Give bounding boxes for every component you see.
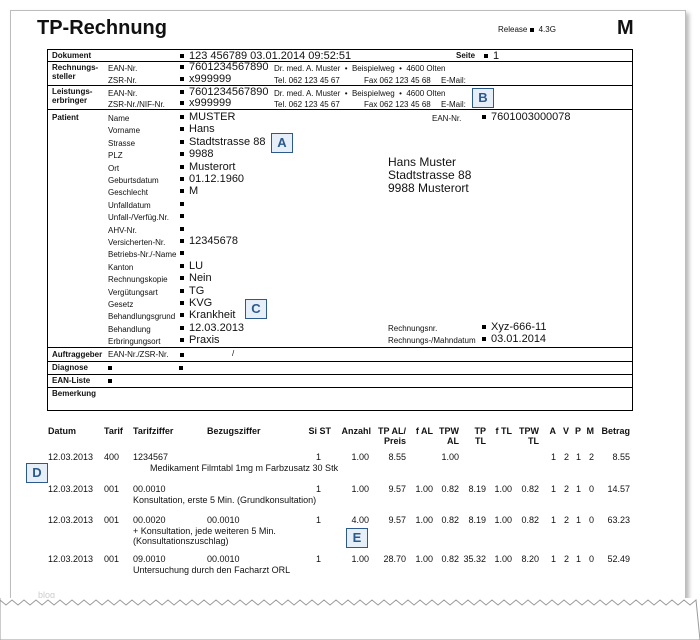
cell-a: 1 (550, 554, 556, 564)
cell-sist: 1 (315, 554, 321, 564)
header-tpwtl-2: TL (528, 436, 539, 446)
patient-field-value: 9988 (180, 148, 213, 160)
patient-field-value: Nein (180, 272, 212, 284)
address-line-2: Stadtstrasse 88 (388, 168, 472, 182)
auftraggeber-bullet (180, 350, 189, 359)
cell-bezug: 00.0010 (207, 554, 240, 564)
le-ean-label: EAN-Nr. (108, 89, 138, 98)
patient-field-label: Behandlung (108, 324, 151, 334)
le-tel: Tel. 062 123 45 67 (274, 100, 340, 109)
rechnungsnr-value: Xyz-666-11 (482, 321, 546, 333)
patient-field-label: Rechnungskopie (108, 275, 168, 285)
cell-tptl: 8.19 (468, 515, 486, 525)
dokument-value: 123 456789 03.01.2014 09:52:51 (180, 50, 351, 62)
header-tarifziffer: Tarifziffer (133, 426, 174, 436)
cell-tpwtl: 0.82 (521, 484, 539, 494)
form-letter: M (617, 17, 634, 39)
cell-tarifziffer: 00.0010 (133, 484, 166, 494)
header-a: A (549, 426, 556, 436)
cell-tarifziffer: 09.0010 (133, 554, 166, 564)
cell-datum: 12.03.2013 (48, 452, 94, 462)
cell-bezug: 00.0010 (207, 515, 240, 525)
header-betrag: Betrag (601, 426, 630, 436)
watermark: blog (38, 590, 56, 600)
patient-field-value: TG (180, 285, 204, 297)
patient-field-value: Stadtstrasse 88 (180, 136, 265, 148)
cell-anzahl: 1.00 (351, 452, 369, 462)
patient-ean-label: EAN-Nr. (432, 114, 462, 123)
header-tptl-2: TL (475, 436, 486, 446)
header-tpwal: TPW (439, 426, 459, 436)
patient-field-value: KVG (180, 297, 212, 309)
mahndatum-value: 03.01.2014 (482, 333, 546, 345)
header-fal: f AL (415, 426, 433, 436)
seite-label: Seite (456, 51, 476, 60)
rs-ean-label: EAN-Nr. (108, 64, 138, 73)
header-m: M (586, 426, 594, 436)
rs-zsr-label: ZSR-Nr. (108, 76, 137, 85)
le-zsr-label: ZSR-Nr./NIF-Nr. (108, 100, 165, 109)
header-tpal: TP AL/ (377, 426, 406, 436)
patient-field-value (180, 247, 189, 259)
cell-m: 0 (588, 484, 594, 494)
patient-field-label: Erbringungsort (108, 337, 161, 347)
rs-zsr-value: x999999 (180, 73, 231, 85)
cell-v: 2 (563, 515, 569, 525)
le-fax: Fax 062 123 45 68 (364, 100, 431, 109)
le-address: Dr. med. A. Muster • Beispielweg • 4600 Olten (274, 89, 446, 98)
ean-liste-label: EAN-Liste (52, 376, 91, 385)
patient-field-value: Praxis (180, 334, 220, 346)
cell-anzahl: 4.00 (351, 515, 369, 525)
patient-field-value (180, 210, 189, 222)
patient-field-label: Unfall-/Verfüg.Nr. (108, 213, 169, 223)
cell-ftl: 1.00 (494, 484, 512, 494)
cell-tpwal: 1.00 (441, 452, 459, 462)
patient-field-value: 12345678 (180, 235, 238, 247)
patient-field-label: Vorname (108, 126, 141, 136)
cell-fal: 1.00 (415, 554, 433, 564)
patient-field-value: 12.03.2013 (180, 322, 244, 334)
le-ean-value: 7601234567890 (180, 86, 269, 98)
le-email: E-Mail: (441, 100, 466, 109)
cell-tpwal: 0.82 (441, 515, 459, 525)
patient-field-label: PLZ (108, 151, 123, 161)
patient-field-label: Behandlungsgrund (108, 312, 176, 322)
cell-tarifziffer: 1234567 (133, 452, 169, 462)
cell-p: 1 (575, 484, 581, 494)
header-p: P (574, 426, 581, 436)
cell-v: 2 (563, 554, 569, 564)
header-tarif: Tarif (104, 426, 123, 436)
cell-fal: 1.00 (415, 484, 433, 494)
auftraggeber-slash: / (232, 349, 235, 358)
patient-field-label: Betriebs-Nr./-Name (108, 250, 177, 260)
cell-datum: 12.03.2013 (48, 554, 94, 564)
cell-m: 0 (588, 554, 594, 564)
cell-tarif: 001 (104, 484, 120, 494)
cell-tpwtl: 0.82 (521, 515, 539, 525)
address-line-1: Hans Muster (388, 155, 457, 169)
cell-a: 1 (550, 484, 556, 494)
cell-betrag: 8.55 (612, 452, 630, 462)
row-description: Untersuchung durch den Facharzt ORL (133, 565, 291, 575)
patient-box (47, 109, 633, 349)
marker-d: D (26, 463, 48, 483)
cell-tarifziffer: 00.0020 (133, 515, 166, 525)
cell-tptl: 8.19 (468, 484, 486, 494)
cell-tpal: 8.55 (388, 452, 406, 462)
patient-field-value: 01.12.1960 (180, 173, 244, 185)
cell-v: 2 (563, 484, 569, 494)
row-description: Medikament Filmtabl 1mg m Farbzusatz 30 Stk (150, 463, 339, 473)
meta-box (47, 347, 633, 411)
patient-field-label: Vergütungsart (108, 287, 158, 297)
patient-field-label: Geschlecht (108, 188, 149, 198)
cell-tpal: 9.57 (388, 515, 406, 525)
patient-field-label: Versicherten-Nr. (108, 238, 166, 247)
cell-tpwal: 0.82 (441, 484, 459, 494)
patient-field-label: Gesetz (108, 300, 134, 309)
cell-m: 2 (588, 452, 594, 462)
rs-email: E-Mail: (441, 76, 466, 85)
marker-a: A (271, 133, 293, 153)
header-tptl: TP (474, 426, 486, 436)
patient-field-value (180, 223, 189, 235)
header-datum: Datum (48, 426, 77, 436)
patient-field-value: LU (180, 260, 203, 272)
cell-ftl: 1.00 (494, 554, 512, 564)
patient-field-label: Kanton (108, 262, 134, 272)
cell-v: 2 (563, 452, 569, 462)
cell-tptl: 35.32 (463, 554, 486, 564)
cell-tarif: 001 (104, 554, 120, 564)
rechnungsnr-label: Rechnungsnr. (388, 324, 438, 333)
header-tpwal-2: AL (447, 436, 459, 446)
row-description: Konsultation, erste 5 Min. (Grundkonsultation) (133, 495, 317, 505)
provider-box (47, 49, 633, 111)
rs-fax: Fax 062 123 45 68 (364, 76, 431, 85)
rs-tel: Tel. 062 123 45 67 (274, 76, 340, 85)
header-ftl: f TL (495, 426, 512, 436)
marker-b: B (472, 88, 494, 108)
page-title: TP-Rechnung (37, 17, 167, 39)
patient-field-value (180, 198, 189, 210)
patient-field-label: Unfalldatum (108, 200, 151, 210)
dokument-label: Dokument (52, 51, 92, 60)
rechnungssteller-label: Rechnungs-steller (52, 63, 99, 81)
patient-field-value: Krankheit (180, 309, 235, 321)
cell-tpwtl: 8.20 (521, 554, 539, 564)
ean-liste-bullet (108, 376, 117, 385)
cell-sist: 1 (315, 515, 321, 525)
cell-betrag: 14.57 (607, 484, 630, 494)
cell-a: 1 (550, 452, 556, 462)
patient-field-value: MUSTER (180, 111, 235, 123)
cell-tpwal: 0.82 (441, 554, 459, 564)
header-v: V (562, 426, 569, 436)
cell-tarif: 400 (104, 452, 120, 462)
marker-c: C (245, 299, 267, 319)
patient-field-label: Name (108, 114, 130, 123)
cell-p: 1 (575, 515, 581, 525)
cell-betrag: 52.49 (607, 554, 630, 564)
cell-betrag: 63.23 (607, 515, 630, 525)
patient-field-label: Geburtsdatum (108, 176, 159, 185)
patient-label: Patient (52, 113, 79, 122)
cell-datum: 12.03.2013 (48, 515, 94, 525)
cell-a: 1 (550, 515, 556, 525)
patient-field-label: Ort (108, 163, 120, 173)
header-bezugsziffer: Bezugsziffer (207, 426, 261, 436)
address-line-3: 9988 Musterort (388, 181, 469, 195)
cell-p: 1 (575, 452, 581, 462)
patient-field-label: AHV-Nr. (108, 225, 137, 235)
auftraggeber-sub-label: EAN-Nr./ZSR-Nr. (108, 350, 169, 359)
header-anzahl: Anzahl (341, 426, 371, 436)
release-info: Release 4.3G (498, 25, 556, 34)
cell-tarif: 001 (104, 515, 120, 525)
rs-ean-value: 7601234567890 (180, 61, 269, 73)
diagnose-label: Diagnose (52, 363, 89, 372)
cell-tpal: 28.70 (383, 554, 406, 564)
header-sist: Si ST (308, 426, 331, 436)
torn-edge (0, 598, 700, 640)
patient-field-label: Strasse (108, 138, 136, 148)
header-tpal-2: Preis (383, 436, 406, 446)
cell-anzahl: 1.00 (351, 484, 369, 494)
cell-m: 0 (588, 515, 594, 525)
patient-field-value: M (180, 185, 198, 197)
header-tpwtl: TPW (519, 426, 539, 436)
cell-datum: 12.03.2013 (48, 484, 94, 494)
marker-e: E (346, 528, 368, 548)
patient-field-value: Hans (180, 123, 215, 135)
bemerkung-label: Bemerkung (52, 389, 97, 398)
row-description: + Konsultation, jede weiteren 5 Min. (133, 526, 276, 536)
cell-fal: 1.00 (415, 515, 433, 525)
cell-ftl: 1.00 (494, 515, 512, 525)
leistungserbringer-label: Leistungs-erbringer (52, 87, 93, 105)
patient-ean-value: 7601003000078 (482, 111, 571, 123)
rs-address: Dr. med. A. Muster • Beispielweg • 4600 Olten (274, 64, 446, 73)
mahndatum-label: Rechnungs-/Mahndatum (388, 336, 476, 345)
cell-sist: 1 (315, 484, 321, 494)
auftraggeber-label: Auftraggeber (52, 350, 103, 359)
diagnose-bullets (108, 363, 188, 372)
patient-address-block (388, 156, 471, 195)
seite-value: 1 (484, 50, 499, 62)
patient-field-value: Musterort (180, 161, 235, 173)
cell-p: 1 (575, 554, 581, 564)
row-description-2: (Konsultationszuschlag) (133, 536, 229, 546)
cell-anzahl: 1.00 (351, 554, 369, 564)
cell-sist: 1 (315, 452, 321, 462)
le-zsr-value: x999999 (180, 97, 231, 109)
cell-tpal: 9.57 (388, 484, 406, 494)
